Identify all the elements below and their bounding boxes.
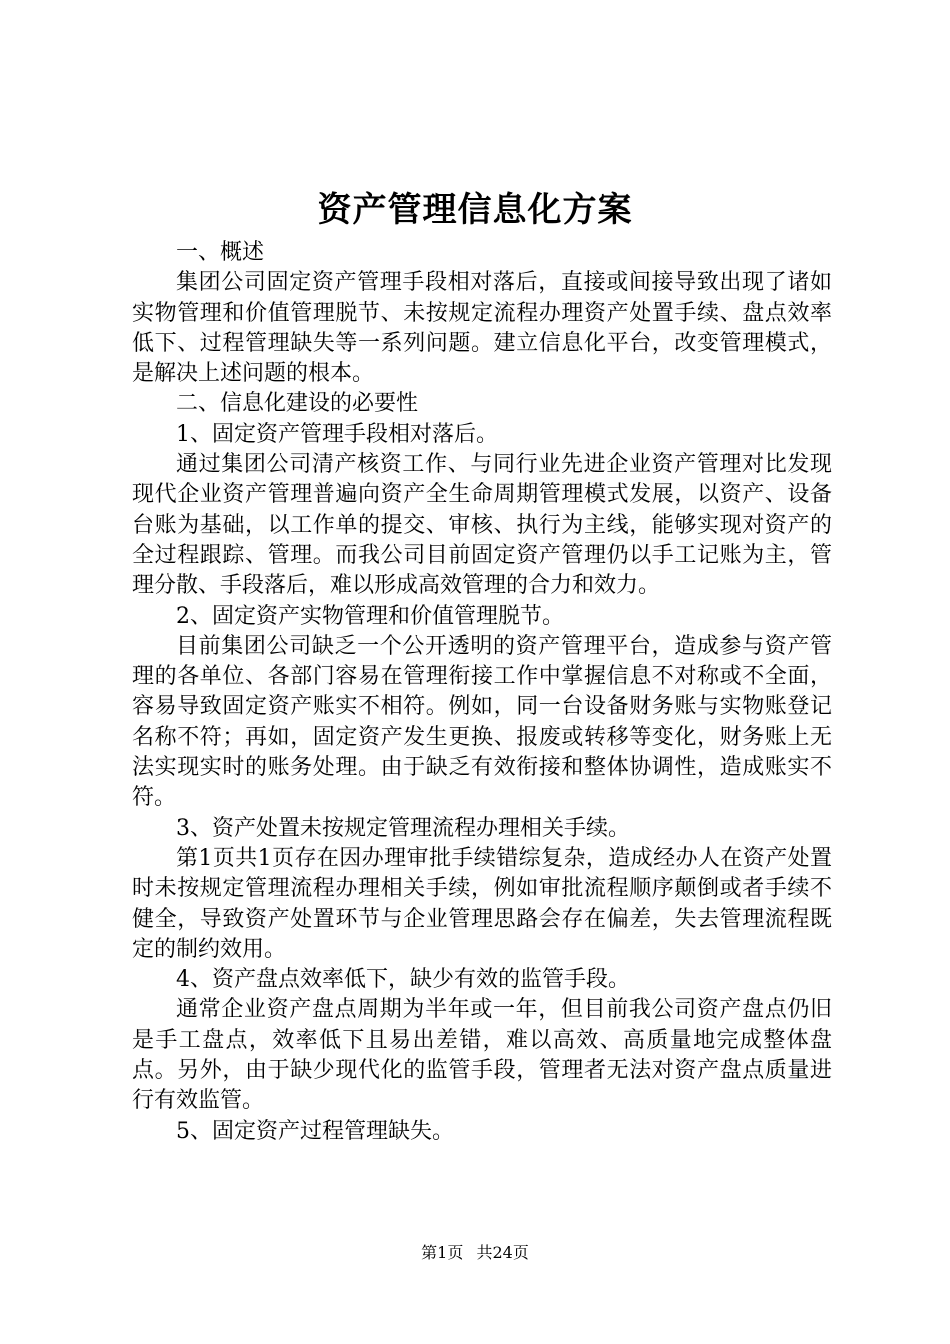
section-heading-necessity: 二、信息化建设的必要性 xyxy=(176,391,419,417)
paragraph: 通过集团公司清产核资工作、与同行业先进企业资产管理对比发现现代企业资产管理普遍向资产全生命周期管理模式发展，以资产、设备台账为基础，以工作单的提交、审核、执行为主线，能够实现对资产的全过程跟踪、管理。而我公司目前固定资产管理仍以手工记账为主，管理分散、手段落后，难以形成高效管理的合力和效力。 xyxy=(132,452,832,599)
page-footer xyxy=(0,1242,950,1264)
paragraph: 目前集团公司缺乏一个公开透明的资产管理平台，造成参与资产管理的各单位、各部门容易在管理衔接工作中掌握信息不对称或不全面，容易导致固定资产账实不相符。例如，同一台设备财务账与实物账登记名称不符；再如，固定资产发生更换、报废或转移等变化，财务账上无法实现实时的账务处理。由于缺乏有效衔接和整体协调性，造成账实不符。 xyxy=(132,633,832,811)
subheading: 4、资产盘点效率低下，缺少有效的监管手段。 xyxy=(176,967,630,993)
paragraph: 通常企业资产盘点周期为半年或一年，但目前我公司资产盘点仍旧是手工盘点，效率低下且易出差错，难以高效、高质量地完成整体盘点。另外，由于缺少现代化的监管手段，管理者无法对资产盘点质量进行有效监管。 xyxy=(132,997,832,1114)
subheading: 2、固定资产实物管理和价值管理脱节。 xyxy=(176,603,564,629)
section-heading-overview: 一、概述 xyxy=(176,240,265,265)
subheading: 1、固定资产管理手段相对落后。 xyxy=(176,421,498,447)
document-title: 资产管理信息化方案 xyxy=(317,190,633,230)
subheading: 5、固定资产过程管理缺失。 xyxy=(176,1118,454,1144)
paragraph: 集团公司固定资产管理手段相对落后，直接或间接导致出现了诸如实物管理和价值管理脱节、未按规定流程办理资产处置手续、盘点效率低下、过程管理缺失等一系列问题。建立信息化平台，改变管理模式，是解决上述问题的根本。 xyxy=(132,270,832,387)
page-number: 第1页 xyxy=(421,1243,464,1262)
subheading: 3、资产处置未按规定管理流程办理相关手续。 xyxy=(176,815,630,841)
paragraph: 第1页共1页存在因办理审批手续错综复杂，造成经办人在资产处置时未按规定管理流程办理相关手续，例如审批流程顺序颠倒或者手续不健全，导致资产处置环节与企业管理思路会存在偏差，失去管理流程既定的制约效用。 xyxy=(132,845,832,962)
document-body xyxy=(132,238,832,1147)
page-total: 共24页 xyxy=(476,1243,529,1262)
